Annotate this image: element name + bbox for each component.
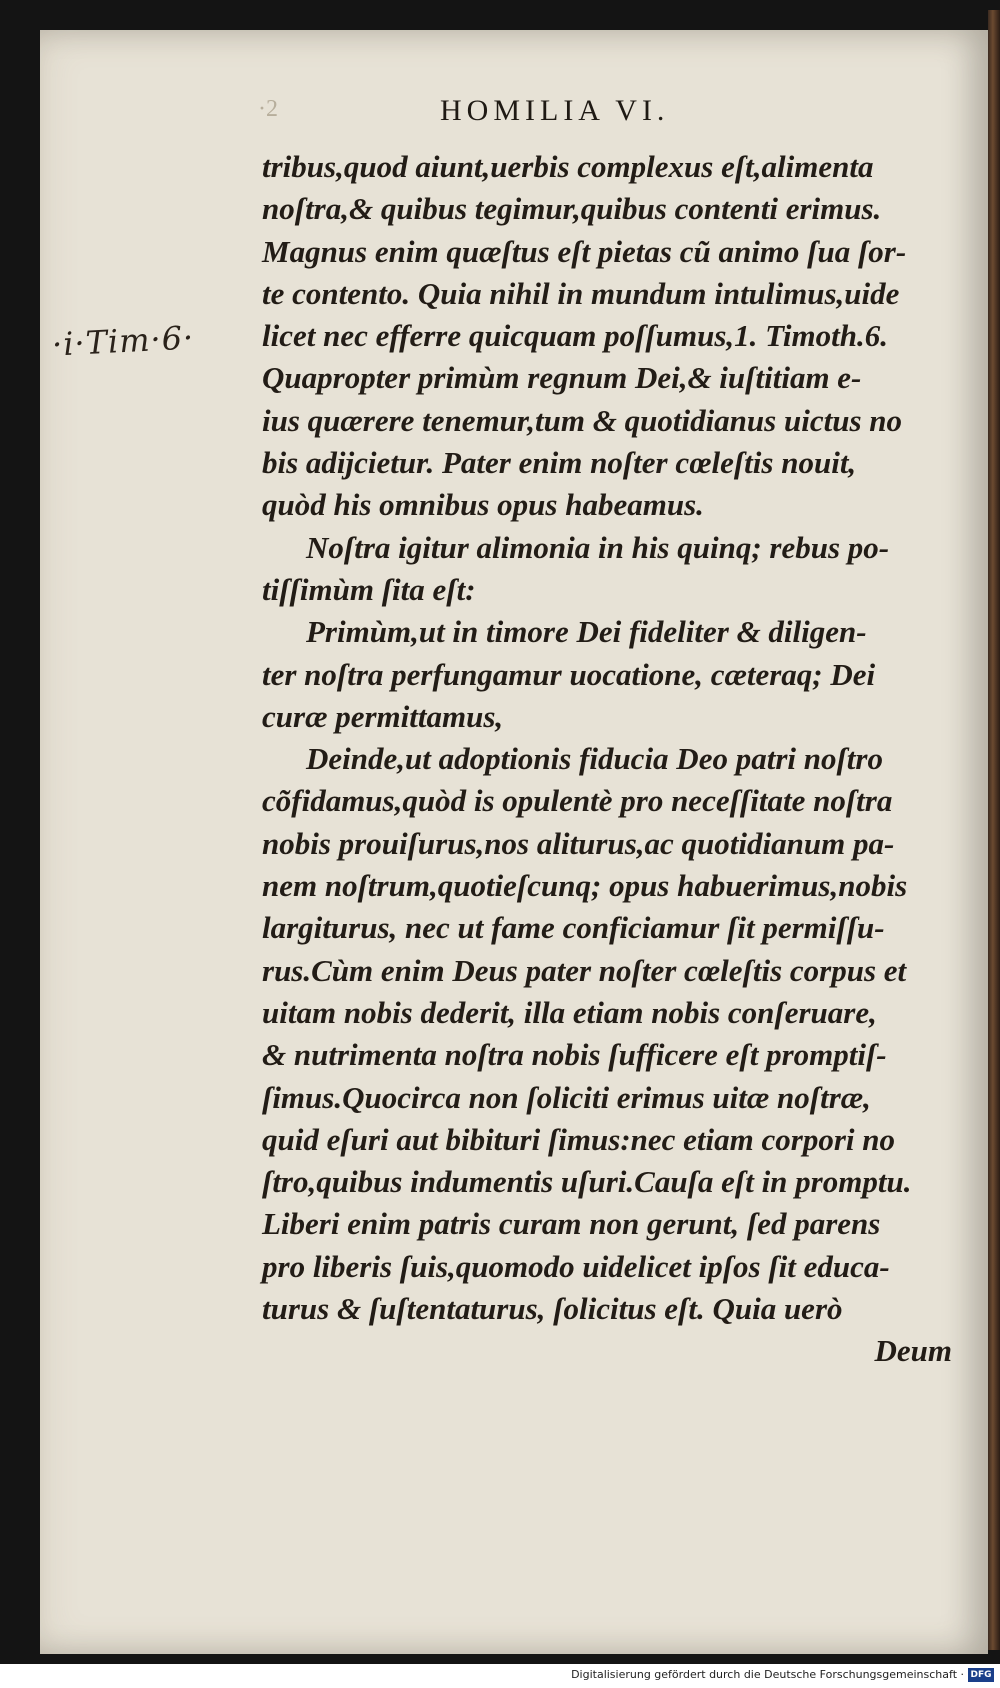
- text-line: ius quærere tenemur,tum & quotidianus uictus no: [262, 402, 902, 438]
- text-line: Deinde,ut adoptionis fiducia Deo patri noſtro: [306, 741, 883, 777]
- text-line: turus & ſuſtentaturus, ſolicitus eſt. Quia uerò: [262, 1291, 843, 1327]
- body-text: [262, 146, 952, 1373]
- text-line: curæ permittamus,: [262, 698, 504, 734]
- footer-credit: Digitalisierung gefördert durch die Deutsche Forschungsgemeinschaft ·: [571, 1668, 964, 1681]
- text-line: quid eſuri aut bibituri ſimus:nec etiam corpori no: [262, 1121, 895, 1157]
- text-line: & nutrimenta noſtra nobis ſufficere eſt promptiſ-: [262, 1037, 887, 1073]
- text-line: Quapropter primùm regnum Dei,& iuſtitiam e-: [262, 360, 862, 396]
- running-head: HOMILIA VI.: [440, 94, 670, 127]
- text-line: bis adijcietur. Pater enim noſter cœleſtis nouit,: [262, 445, 857, 481]
- catchword: Deum: [874, 1333, 952, 1369]
- text-line: te contento. Quia nihil in mundum intulimus,uide: [262, 275, 900, 311]
- text-line: nobis prouiſurus,nos aliturus,ac quotidianum pa-: [262, 825, 895, 861]
- text-line: pro liberis ſuis,quomodo uidelicet ipſos ſit educa-: [262, 1248, 890, 1284]
- page-number-ghost: ·2: [258, 96, 278, 122]
- text-line: cõfidamus,quòd is opulentè pro neceſſitate noſtra: [262, 783, 893, 819]
- text-line: Liberi enim patris curam non gerunt, ſed parens: [262, 1206, 881, 1242]
- text-line: uitam nobis dederit, illa etiam nobis conſeruare,: [262, 994, 877, 1030]
- text-line: noſtra,& quibus tegimur,quibus contenti erimus.: [262, 191, 882, 227]
- text-line: tribus,quod aiunt,uerbis complexus eſt,alimenta: [262, 149, 874, 184]
- text-line: quòd his omnibus opus habeamus.: [262, 487, 704, 523]
- text-line: Noſtra igitur alimonia in his quinq; rebus po-: [306, 529, 890, 565]
- text-line: Primùm,ut in timore Dei fideliter & diligen-: [306, 614, 867, 650]
- text-line: Magnus enim quæſtus eſt pietas cũ animo ſua ſor-: [262, 233, 907, 269]
- text-line: largiturus, nec ut fame conficiamur ſit permiſſu-: [262, 910, 885, 946]
- marginal-note: ·i·Tim·6·: [51, 318, 196, 364]
- text-line: licet nec efferre quicquam poſſumus,1. Timoth.6.: [262, 318, 888, 354]
- text-line: nem noſtrum,quotieſcunq; opus habuerimus,nobis: [262, 868, 908, 904]
- book-edge: [988, 10, 1000, 1650]
- text-line: rus.Cùm enim Deus pater noſter cœleſtis corpus et: [262, 952, 907, 988]
- text-line: ter noſtra perfungamur uocatione, cæteraq; Dei: [262, 656, 876, 692]
- text-line: ſtro,quibus indumentis uſuri.Cauſa eſt in promptu.: [262, 1164, 912, 1200]
- text-line: ſimus.Quocirca non ſoliciti erimus uitæ noſtræ,: [262, 1079, 871, 1115]
- text-line: tiſſimùm ſita eſt:: [262, 571, 476, 607]
- footer-bar: [0, 1664, 1000, 1688]
- dfg-logo-icon: DFG: [968, 1668, 994, 1682]
